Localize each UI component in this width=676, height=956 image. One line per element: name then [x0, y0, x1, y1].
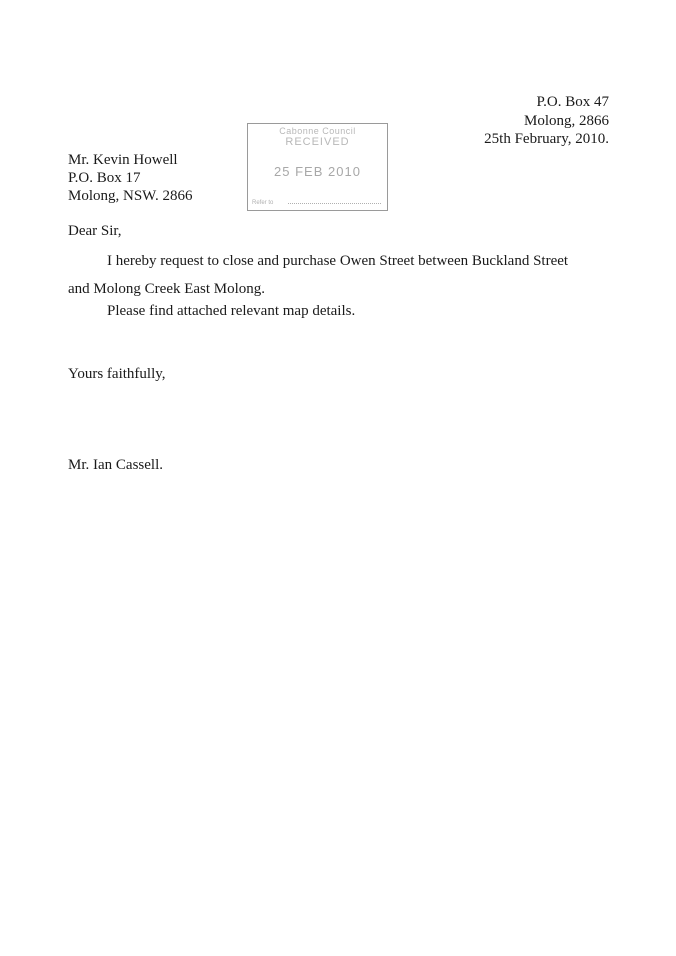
body-paragraph: Please find attached relevant map details.: [107, 303, 356, 319]
body-paragraph-line: and Molong Creek East Molong.: [68, 281, 266, 297]
recipient-address-line: Molong, NSW. 2866: [68, 188, 193, 204]
closing: Yours faithfully,: [68, 366, 166, 382]
body-paragraph-line: I hereby request to close and purchase Owen Street between Buckland Street: [107, 253, 569, 269]
letter-date: 25th February, 2010.: [484, 131, 609, 147]
stamp-organisation: Cabonne Council: [279, 126, 356, 136]
body-paragraph: [68, 247, 628, 303]
recipient-address-line: P.O. Box 17: [68, 170, 141, 186]
signature-name: Mr. Ian Cassell.: [68, 457, 163, 473]
sender-address-line: P.O. Box 47: [536, 94, 609, 110]
stamp-status: RECEIVED: [285, 136, 350, 148]
stamp-date: 25 FEB 2010: [274, 164, 361, 179]
sender-address: [484, 93, 609, 149]
recipient-name: Mr. Kevin Howell: [68, 152, 178, 168]
received-stamp: [247, 123, 388, 211]
salutation: Dear Sir,: [68, 223, 122, 239]
recipient-address: [68, 151, 192, 205]
stamp-ref-label: Refer to: [252, 200, 274, 206]
stamp-ref-line: [288, 203, 381, 204]
sender-address-line: Molong, 2866: [523, 112, 609, 129]
